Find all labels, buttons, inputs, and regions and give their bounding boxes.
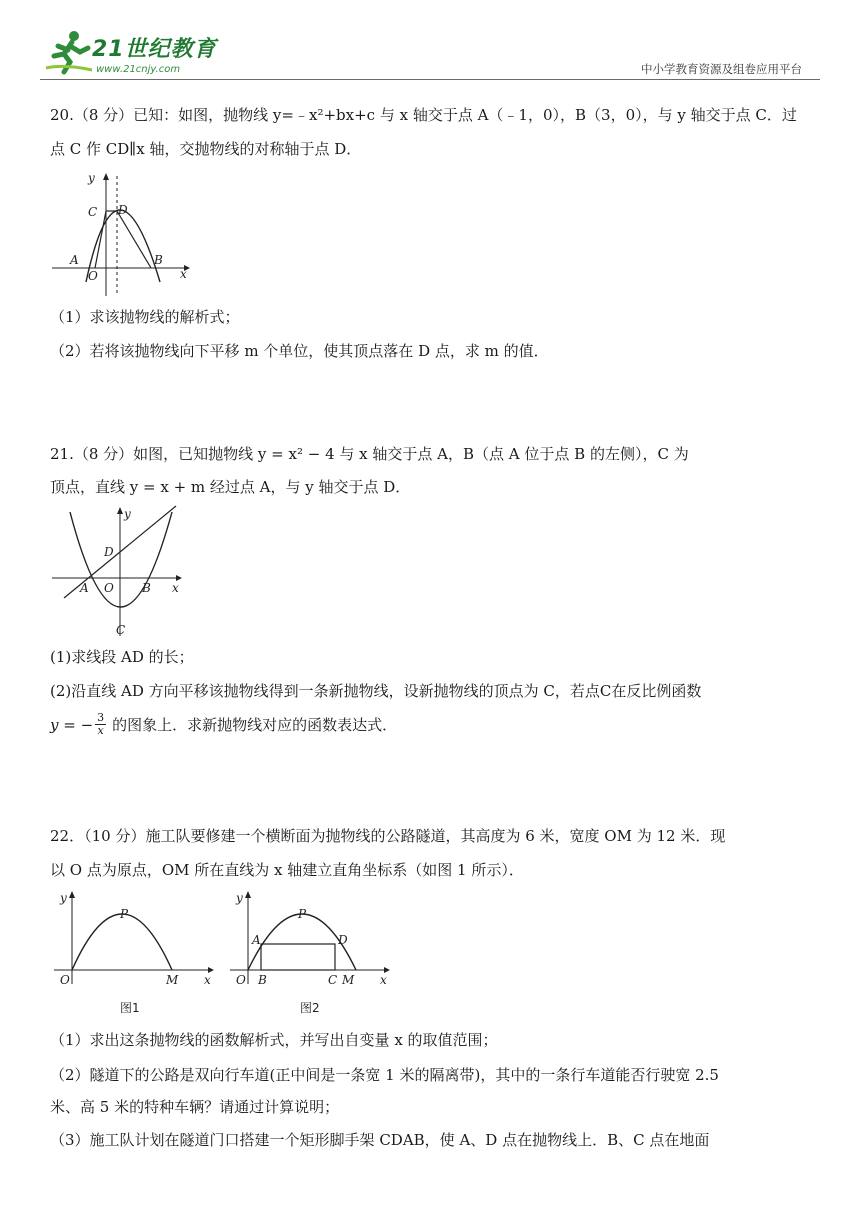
q22-fig2-label-c: C bbox=[328, 973, 338, 987]
q22-figure-1 bbox=[48, 884, 228, 1020]
q21-sub3-prefix: y = − bbox=[50, 715, 94, 734]
q21-figure bbox=[48, 502, 198, 642]
q22-sub2b: 米、高 5 米的特种车辆？请通过计算说明； bbox=[50, 1098, 340, 1116]
q22-fig2-label-m: M bbox=[342, 973, 355, 987]
q22-fig2-label-x: x bbox=[380, 973, 387, 987]
q22-fig2-label-p: P bbox=[298, 907, 307, 921]
q21-sub2: (2)沿直线 AD 方向平移该抛物线得到一条新抛物线，设新抛物线的顶点为 C，若点C在反比例函数 bbox=[50, 682, 702, 700]
q22-sub1: （1）求出这条抛物线的函数解析式，并写出自变量 x 的取值范围； bbox=[50, 1031, 498, 1049]
q22-fig2-label-o: O bbox=[236, 973, 246, 987]
q22-fig2-caption: 图2 bbox=[300, 1001, 320, 1015]
q22-sub2a: （2）隧道下的公路是双向行车道(正中间是一条宽 1 米的隔离带)，其中的一条行车道能否行驶宽 2.5 bbox=[50, 1066, 719, 1084]
q22-sub3: （3）施工队计划在隧道门口搭建一个矩形脚手架 CDAB，使 A、D 点在抛物线上．B、C 点在地面 bbox=[50, 1131, 710, 1149]
q21-label-a: A bbox=[80, 581, 89, 595]
q21-label-x: x bbox=[172, 581, 179, 595]
q22-fig1-y-arrow bbox=[69, 891, 75, 898]
q20-line2: 点 C 作 CD∥x 轴，交抛物线的对称轴于点 D． bbox=[50, 140, 362, 158]
q22-fig1-label-y: y bbox=[60, 891, 67, 905]
q22-fig2-y-arrow bbox=[245, 891, 251, 898]
q21-line2: 顶点，直线 y = x + m 经过点 A，与 y 轴交于点 D． bbox=[50, 478, 411, 496]
q22-fig2-label-d: D bbox=[338, 933, 348, 947]
q21-y-arrow bbox=[117, 507, 123, 514]
q21-line1: 21.（8 分）如图，已知抛物线 y = x² − 4 与 x 轴交于点 A，B（点 A 位于点 B 的左侧），C 为 bbox=[50, 445, 689, 463]
header-divider bbox=[40, 79, 820, 80]
q20-label-x: x bbox=[180, 267, 187, 281]
q20-label-c: C bbox=[88, 205, 98, 219]
q22-fig1-label-x: x bbox=[204, 973, 211, 987]
q22-line1: 22．（10 分）施工队要修建一个横断面为抛物线的公路隧道，其高度为 6 米，宽度 OM 为 12 米．现 bbox=[50, 827, 726, 845]
q22-fig2-scaffold-rect bbox=[261, 944, 335, 970]
q22-fig1-label-m: M bbox=[166, 973, 179, 987]
q20-label-b: B bbox=[154, 253, 163, 267]
site-name: 中小学教育资源及组卷应用平台 bbox=[641, 62, 802, 76]
q22-fig1-caption: 图1 bbox=[120, 1001, 140, 1015]
q22-figure-2 bbox=[224, 884, 404, 1020]
q22-fig1-label-o: O bbox=[60, 973, 70, 987]
q21-sub3 bbox=[50, 712, 397, 737]
q22-fig1-parabola bbox=[72, 914, 172, 970]
q21-sub1: (1)求线段 AD 的长； bbox=[50, 648, 194, 666]
q20-line1: 20.（8 分）已知：如图，抛物线 y=﹣x²+bx+c 与 x 轴交于点 A（﹣1，0），B（3，0），与 y 轴交于点 C．过 bbox=[50, 106, 797, 124]
q20-label-d: D bbox=[118, 203, 128, 217]
runner-logo-icon bbox=[44, 26, 94, 76]
q22-fig1-label-p: P bbox=[120, 907, 129, 921]
q20-label-a: A bbox=[70, 253, 79, 267]
q20-sub2: （2）若将该抛物线向下平移 m 个单位，使其顶点落在 D 点，求 m 的值． bbox=[50, 342, 549, 360]
q21-fraction bbox=[95, 712, 106, 737]
q21-fraction-num: 3 bbox=[97, 711, 105, 724]
q21-sub3-suffix: 的图象上．求新抛物线对应的函数表达式． bbox=[112, 715, 398, 734]
q21-label-b: B bbox=[142, 581, 151, 595]
q20-label-o: O bbox=[88, 269, 98, 283]
q22-fig2-label-a: A bbox=[252, 933, 261, 947]
q21-fraction-den: x bbox=[97, 724, 104, 737]
q21-label-c: C bbox=[116, 623, 126, 637]
q22-line2: 以 O 点为原点，OM 所在直线为 x 轴建立直角坐标系（如图 1 所示）． bbox=[50, 861, 524, 879]
q22-fig2-label-y: y bbox=[236, 891, 243, 905]
q22-fig2-label-b: B bbox=[258, 973, 267, 987]
q20-segment-ac bbox=[95, 211, 106, 268]
q20-y-arrow bbox=[103, 173, 109, 180]
q21-label-o: O bbox=[104, 581, 114, 595]
q20-sub1: （1）求该抛物线的解析式； bbox=[50, 308, 240, 326]
q20-label-y: y bbox=[88, 171, 95, 185]
logo-url: www.21cnjy.com bbox=[96, 64, 181, 75]
logo-title: 21世纪教育 bbox=[92, 37, 217, 62]
q21-label-y: y bbox=[124, 507, 131, 521]
q20-figure bbox=[48, 168, 198, 300]
q21-label-d: D bbox=[104, 545, 114, 559]
